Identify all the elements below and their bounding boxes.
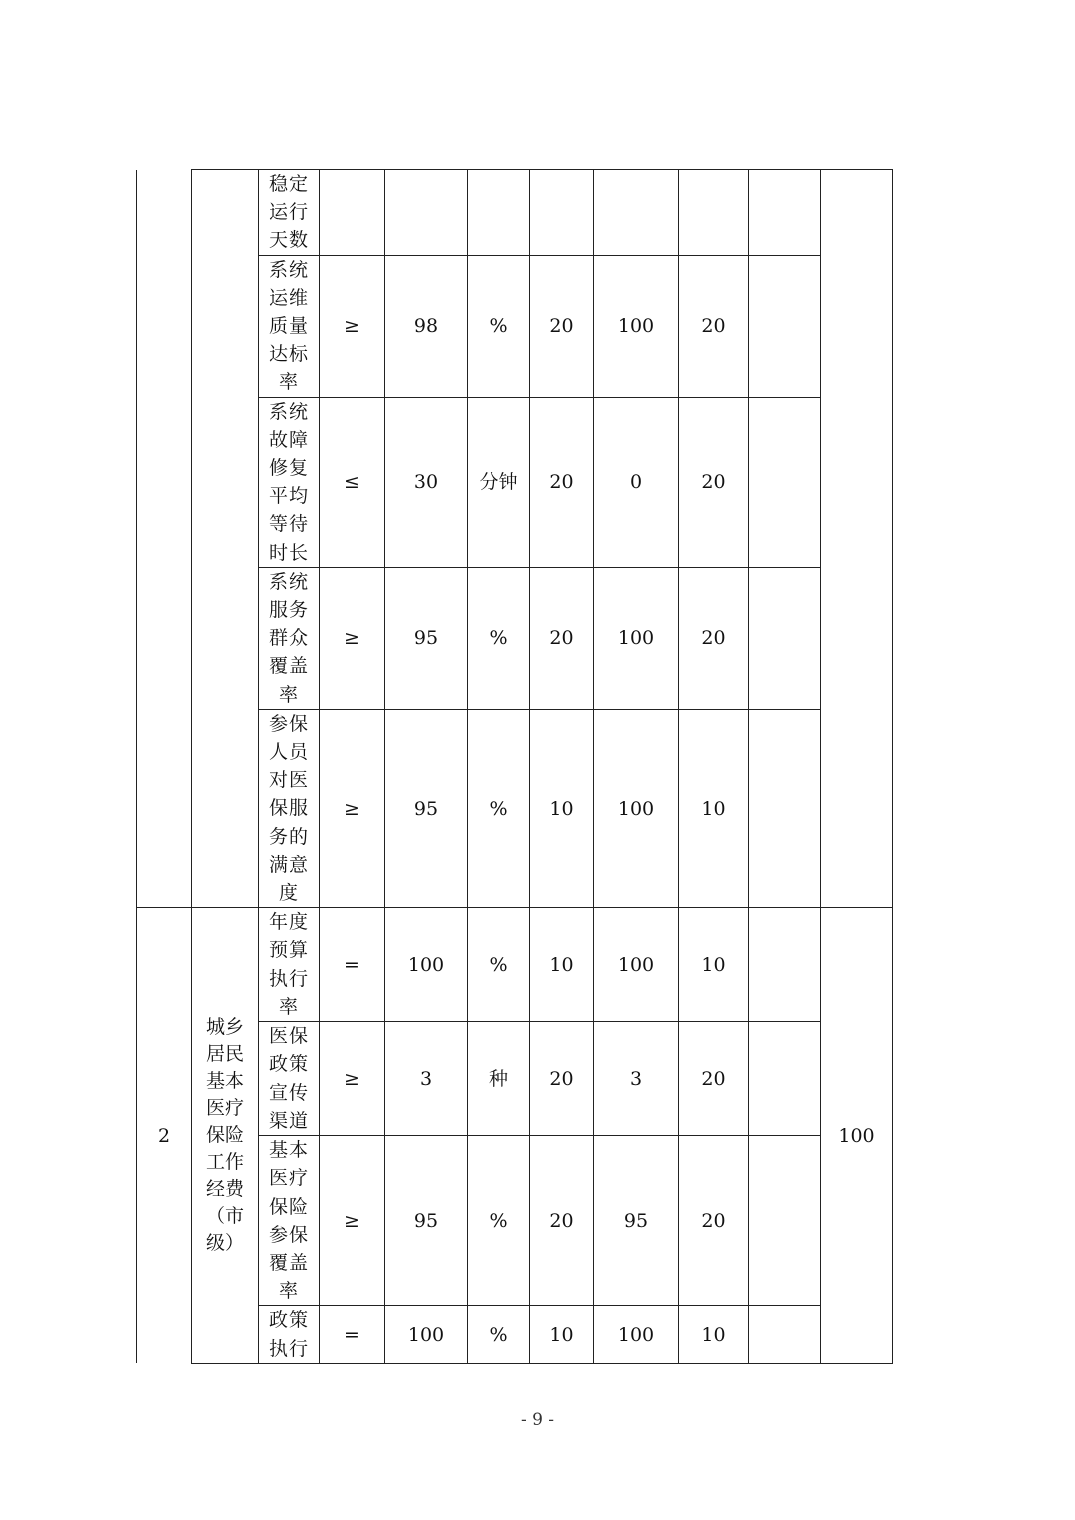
indicator-cell: 政策执行	[259, 1306, 320, 1363]
score-cell: 20	[679, 567, 749, 709]
indicator-cell: 基本医疗保险参保覆盖率	[259, 1136, 320, 1306]
operator-cell: ≥	[320, 1136, 385, 1306]
actual-cell: 100	[594, 709, 679, 907]
indicator-cell: 系统故障修复平均等待时长	[259, 397, 320, 567]
weight-cell: 20	[530, 567, 594, 709]
actual-cell: 0	[594, 397, 679, 567]
operator-cell: ≥	[320, 1022, 385, 1136]
operator-cell: ≤	[320, 397, 385, 567]
project-name-cell: 城乡居民基本医疗保险工作经费（市级）	[192, 908, 259, 1363]
project-name-cell	[192, 170, 259, 908]
table-row	[137, 170, 893, 256]
operator-cell: ≥	[320, 255, 385, 397]
note-cell	[749, 567, 821, 709]
operator-cell: =	[320, 908, 385, 1022]
score-cell: 10	[679, 1306, 749, 1363]
unit-cell: %	[468, 1306, 530, 1363]
note-cell	[749, 908, 821, 1022]
score-cell: 20	[679, 1022, 749, 1136]
total-cell: 100	[821, 908, 893, 1363]
unit-cell: %	[468, 567, 530, 709]
operator-cell: ≥	[320, 709, 385, 907]
performance-table	[136, 169, 893, 1364]
seq-cell: 2	[137, 908, 192, 1363]
weight-cell	[530, 170, 594, 256]
target-cell	[385, 170, 468, 256]
actual-cell: 100	[594, 255, 679, 397]
score-cell: 20	[679, 255, 749, 397]
total-cell	[821, 170, 893, 908]
indicator-cell: 系统服务群众覆盖率	[259, 567, 320, 709]
page-number: - 9 -	[520, 1410, 555, 1430]
target-cell: 95	[385, 1136, 468, 1306]
score-cell	[679, 170, 749, 256]
weight-cell: 10	[530, 908, 594, 1022]
target-cell: 100	[385, 1306, 468, 1363]
actual-cell: 3	[594, 1022, 679, 1136]
score-cell: 10	[679, 908, 749, 1022]
operator-cell: ≥	[320, 567, 385, 709]
unit-cell: %	[468, 709, 530, 907]
unit-cell	[468, 170, 530, 256]
target-cell: 95	[385, 709, 468, 907]
note-cell	[749, 1136, 821, 1306]
score-cell: 20	[679, 397, 749, 567]
unit-cell: %	[468, 1136, 530, 1306]
actual-cell	[594, 170, 679, 256]
table-row	[137, 908, 893, 1022]
actual-cell: 95	[594, 1136, 679, 1306]
target-cell: 100	[385, 908, 468, 1022]
note-cell	[749, 709, 821, 907]
unit-cell: 种	[468, 1022, 530, 1136]
indicator-cell: 参保人员对医保服务的满意度	[259, 709, 320, 907]
weight-cell: 20	[530, 1136, 594, 1306]
operator-cell	[320, 170, 385, 256]
note-cell	[749, 255, 821, 397]
score-cell: 20	[679, 1136, 749, 1306]
weight-cell: 20	[530, 1022, 594, 1136]
target-cell: 95	[385, 567, 468, 709]
score-cell: 10	[679, 709, 749, 907]
indicator-cell: 医保政策宣传渠道	[259, 1022, 320, 1136]
weight-cell: 20	[530, 397, 594, 567]
note-cell	[749, 397, 821, 567]
target-cell: 98	[385, 255, 468, 397]
actual-cell: 100	[594, 908, 679, 1022]
note-cell	[749, 1022, 821, 1136]
weight-cell: 10	[530, 1306, 594, 1363]
weight-cell: 10	[530, 709, 594, 907]
indicator-cell: 系统运维质量达标率	[259, 255, 320, 397]
note-cell	[749, 1306, 821, 1363]
indicator-cell: 稳定运行天数	[259, 170, 320, 256]
actual-cell: 100	[594, 1306, 679, 1363]
operator-cell: =	[320, 1306, 385, 1363]
target-cell: 30	[385, 397, 468, 567]
seq-cell	[137, 170, 192, 908]
unit-cell: 分钟	[468, 397, 530, 567]
weight-cell: 20	[530, 255, 594, 397]
note-cell	[749, 170, 821, 256]
indicator-cell: 年度预算执行率	[259, 908, 320, 1022]
target-cell: 3	[385, 1022, 468, 1136]
unit-cell: %	[468, 908, 530, 1022]
actual-cell: 100	[594, 567, 679, 709]
unit-cell: %	[468, 255, 530, 397]
